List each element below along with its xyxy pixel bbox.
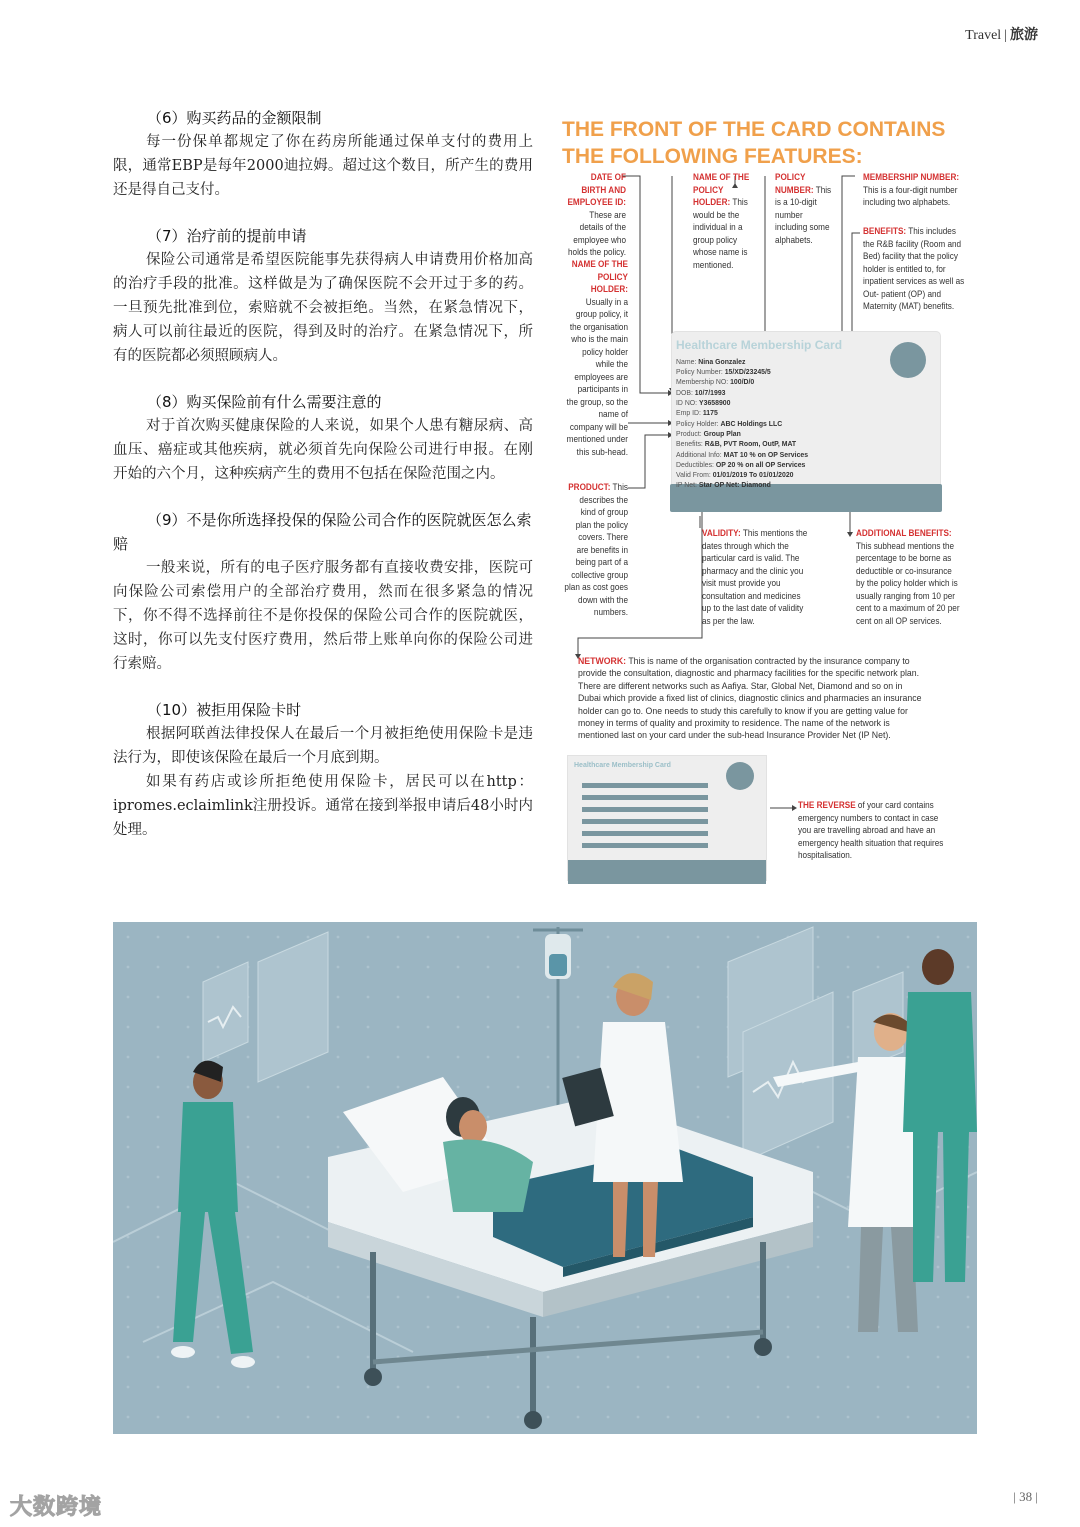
card-field-value: MAT 10 % on OP Services <box>723 450 809 459</box>
card-back-footer-band <box>568 860 766 884</box>
annotation-reverse <box>798 800 946 863</box>
card-field <box>676 470 794 480</box>
card-field-value: 1175 <box>702 408 718 417</box>
card-field-label: DOB: <box>676 388 693 397</box>
annotation-keyword: NAME OF THE POLICY HOLDER: <box>571 259 628 295</box>
card-field-value: ABC Holdings LLC <box>720 419 783 428</box>
annotation-keyword: NETWORK: <box>578 656 627 667</box>
hospital-scene-svg <box>113 922 977 1434</box>
card-field <box>676 450 808 460</box>
card-field <box>676 439 796 449</box>
infographic-title-line: THE FRONT OF THE CARD CONTAINS <box>562 118 946 141</box>
hospital-illustration <box>113 922 977 1434</box>
header-section-en: Travel <box>965 28 1002 43</box>
annotation-keyword: ADDITIONAL BENEFITS: <box>856 528 952 539</box>
card-field <box>676 460 805 470</box>
card-field-label: Deductibles: <box>676 460 714 469</box>
card-field-value: Y3658900 <box>699 398 731 407</box>
card-field-value: 10/7/1993 <box>694 388 726 397</box>
card-field-label: Name: <box>676 357 697 366</box>
article-section <box>113 390 533 486</box>
annotation-keyword: THE REVERSE <box>798 800 856 811</box>
annotation-text: This would be the individual in a group policy whose name is mentioned. <box>693 197 748 271</box>
section-paragraph: 对于首次购买健康保险的人来说，如果个人患有糖尿病、高血压、癌症或其他疾病，就必须首先向保险公司进行申报。在刚开始的六个月，这种疾病产生的费用不包括在保险范围之内。 <box>113 418 533 482</box>
article-body <box>113 106 533 864</box>
card-field-value: OP 20 % on all OP Services <box>715 460 806 469</box>
annotation-additional-benefits <box>856 528 963 628</box>
card-field-label: Benefits: <box>676 439 703 448</box>
section-paragraph: 根据阿联酋法律投保人在最后一个月被拒绝使用保险卡是违法行为，即使该保险在最后一个月底到期。 <box>113 726 533 766</box>
section-heading: （6）购买药品的金额限制 <box>147 109 322 127</box>
annotation-keyword: NAME OF THE POLICY HOLDER: <box>693 172 750 208</box>
section-heading: （7）治疗前的提前申请 <box>147 227 307 245</box>
annotation-text: This describes the kind of group plan the policy covers. There are benefits in being part of a collective group plan as cost goes down with the numbers. <box>564 482 628 618</box>
section-paragraph: 保险公司通常是希望医院能事先获得病人申请费用价格加高的治疗手段的批准。这样做是为了确保医院不会开过于多的药。一旦预先批准到位，索赔就不会被拒绝。当然，在紧急情况下，病人可以前往最近的医院，得到及时的治疗。在紧急情况下，所有的医院都必须照顾病人。 <box>113 252 533 364</box>
card-back-title: Healthcare Membership Card <box>574 762 671 769</box>
arrow-dob <box>622 176 668 393</box>
annotation-text: These are details of the employee who holds the policy. <box>568 209 626 258</box>
annotation-text: This includes the R&B facility (Room and Bed) facility that the policy holder is entitled to, for inpatient services as well as Out- patient (OP) and Maternity (MAT) benefits. <box>863 226 965 312</box>
section-paragraph: 一般来说，所有的电子医疗服务都有直接收费安排，医院可向保险公司索偿用户的全部治疗费用，然而在很多紧急的情况下，你不得不选择前往不是你投保的保险公司合作的医院就医，这时，你可以先支付医疗费用，然后带上账单向你的保险公司进行索赔。 <box>113 560 533 672</box>
annotation-network <box>578 656 928 743</box>
card-field-label: Policy Holder: <box>676 419 719 428</box>
section-heading: （9）不是你所选择投保的保险公司合作的医院就医怎么索赔 <box>113 511 532 553</box>
article-section <box>113 508 533 676</box>
annotation-dob <box>564 172 626 260</box>
annotation-keyword: PRODUCT: <box>568 482 611 493</box>
annotation-keyword: BENEFITS: <box>863 226 907 237</box>
card-field-label: IP Net: <box>676 480 697 489</box>
annotation-text: This is a four-digit number including two alphabets. <box>863 184 958 208</box>
annotation-text: of your card contains emergency numbers to contact in case you are travelling abroad and have an emergency health situation that requires hospitalisation. <box>798 800 944 861</box>
card-field-label: Additional Info: <box>676 450 722 459</box>
running-header <box>965 24 1038 44</box>
watermark-logo: 大数跨境 <box>10 1495 103 1520</box>
annotation-keyword: VALIDITY: <box>702 528 741 539</box>
annotation-text: This is a 10-digit number including some alphabets. <box>775 184 832 246</box>
annotation-membership-number <box>863 172 964 210</box>
card-field-label: Membership NO: <box>676 377 729 386</box>
annotation-text: This subhead mentions the percentage to be borne as deductible or co-insurance by the policy holder which is usually ranging from 10 per cent to a maximum of 20 per cent on all OP services. <box>856 540 960 627</box>
card-field <box>676 398 730 408</box>
card-back-stripe <box>582 843 708 848</box>
insurance-card-infographic <box>560 108 980 888</box>
card-field-value: Nina Gonzalez <box>698 357 746 366</box>
card-front-title: Healthcare Membership Card <box>676 338 843 352</box>
card-field <box>676 408 718 418</box>
card-field-value: 100/D/0 <box>730 377 755 386</box>
card-field-value: R&B, PVT Room, OutP, MAT <box>704 439 797 448</box>
annotation-keyword: POLICY NUMBER: <box>775 172 814 196</box>
card-field <box>676 480 771 490</box>
card-field <box>676 367 771 377</box>
card-field-label: Valid From: <box>676 470 711 479</box>
card-back-stripe <box>582 807 708 812</box>
annotation-keyword: MEMBERSHIP NUMBER: <box>863 172 960 183</box>
page-number: | 38 | <box>1013 1489 1038 1504</box>
annotation-text: This mentions the dates through which the particular card is valid. The pharmacy and the clinic you visit must provide you consultation and medicines up to the last date of validity as per the law. <box>702 528 808 627</box>
annotation-text: Usually in a group policy, it the organisation who is the main policy holder while the employees are participants in the group, so the name of company will be mentioned under this sub-head. <box>566 296 628 458</box>
card-field-label: Product: <box>676 429 702 438</box>
annotation-policy-holder-org <box>564 259 628 459</box>
infographic-title-line: THE FOLLOWING FEATURES: <box>562 145 863 168</box>
card-field <box>676 419 782 429</box>
section-paragraph: 每一份保单都规定了你在药房所能通过保单支付的费用上限，通常EBP是每年2000迪拉姆。超过这个数目，所产生的费用还是得自己支付。 <box>113 134 533 198</box>
annotation-name-of-holder <box>693 172 751 272</box>
card-back-stripe <box>582 831 708 836</box>
card-field-label: Policy Number: <box>676 367 723 376</box>
annotation-keyword: DATE OF BIRTH AND EMPLOYEE ID: <box>567 172 626 208</box>
card-field <box>676 377 754 387</box>
article-section <box>113 698 533 842</box>
annotation-text: This is name of the organisation contracted by the insurance company to provide the consultation, diagnostic and pharmacy facilities for the specific network plan. There are different networks such as Aafiya. Star, Global Net, Diamond and so on in Dubai which provide a fixed list of clinics, diagnostic clinics and pharmacies an insurance holder can go to. One needs to study this carefully to know if you are getting value for money in terms of quality and proximity to residence. The name of the network is mentioned last on your card under the sub-head Insurance Provider Net (IP Net). <box>578 656 922 742</box>
card-photo-circle <box>890 342 926 378</box>
article-section <box>113 224 533 368</box>
header-separator: | <box>1004 28 1007 43</box>
card-field-value: Group Plan <box>703 429 741 438</box>
card-field <box>676 429 741 439</box>
section-heading: （8）购买保险前有什么需要注意的 <box>147 393 382 411</box>
card-field-value: 01/01/2019 To 01/01/2020 <box>712 470 794 479</box>
card-back-stripe <box>582 795 708 800</box>
arrow-product <box>628 435 672 488</box>
card-back-stripe <box>582 783 708 788</box>
card-back-stripe <box>582 819 708 824</box>
section-heading: （10）被拒用保险卡时 <box>147 701 302 719</box>
article-section <box>113 106 533 202</box>
annotation-validity <box>702 528 809 628</box>
card-back-circle <box>726 762 754 790</box>
annotation-product <box>564 482 628 620</box>
card-field-value: Star OP Net: Diamond <box>698 480 771 489</box>
annotation-policy-number <box>775 172 835 247</box>
section-paragraph: 如果有药店或诊所拒绝使用保险卡，居民可以在http：ipromes.eclaimlink注册投诉。通常在接到举报申请后48小时内处理。 <box>113 774 533 838</box>
card-field <box>676 357 745 367</box>
card-field <box>676 388 726 398</box>
card-field-label: ID NO: <box>676 398 698 407</box>
card-field-label: Emp ID: <box>676 408 701 417</box>
header-section-zh: 旅游 <box>1010 27 1038 43</box>
card-field-value: 15/XD/23245/5 <box>724 367 771 376</box>
annotation-benefits <box>863 226 964 314</box>
